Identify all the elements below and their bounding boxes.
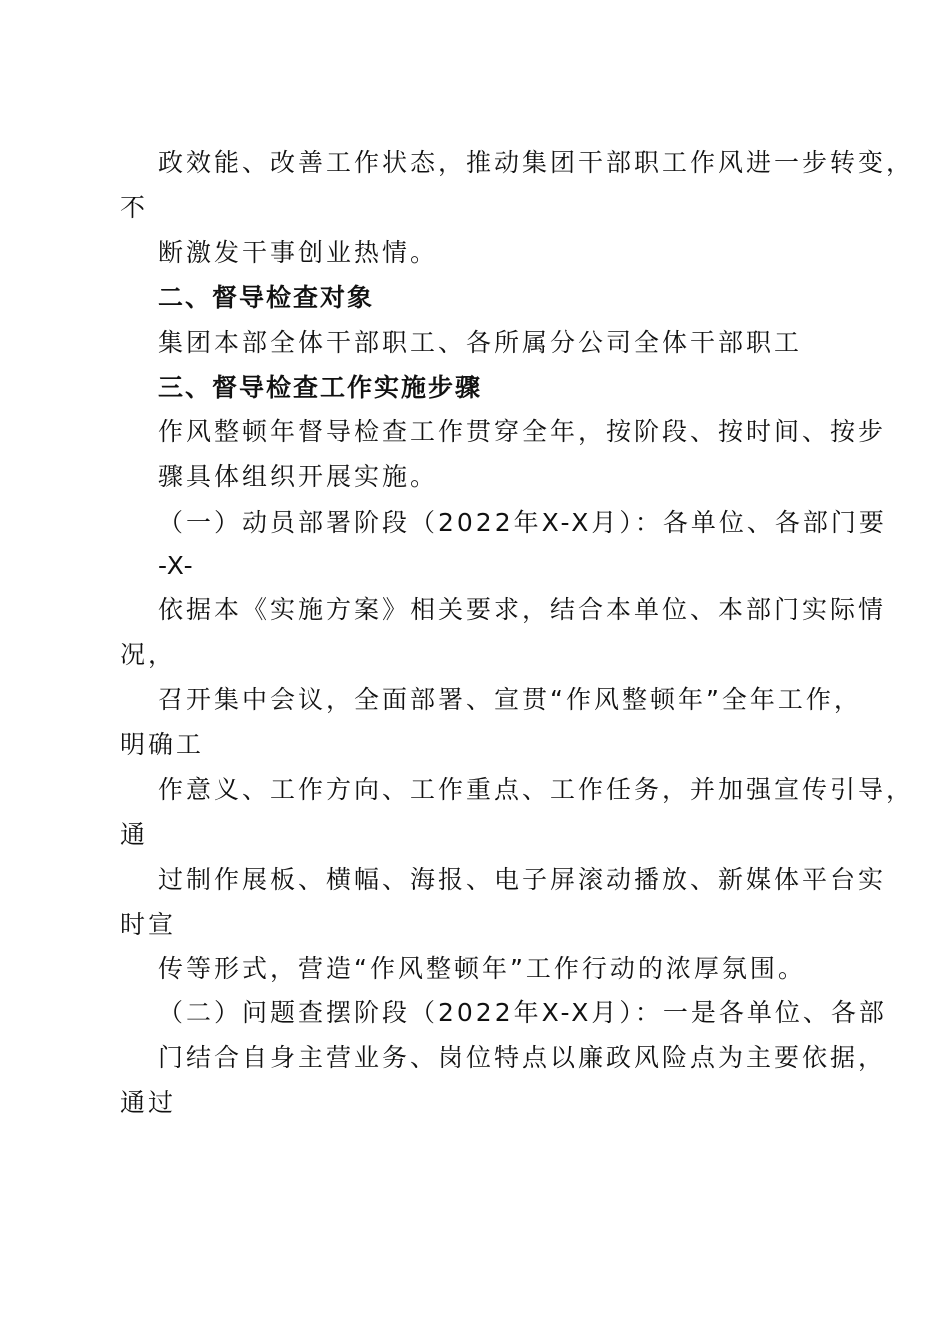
paragraph-line: 门结合自身主营业务、岗位特点以廉政风险点为主要依据， <box>158 1043 887 1072</box>
subsection-heading-2: （二）问题查摆阶段（2022年X-X月）：一是各单位、各部 <box>158 998 887 1027</box>
paragraph-line: 过制作展板、横幅、海报、电子屏滚动播放、新媒体平台实 <box>158 865 887 894</box>
paragraph-line: 断激发干事创业热情。 <box>158 238 439 267</box>
page-number: -X- <box>158 551 194 580</box>
paragraph-line: 骤具体组织开展实施。 <box>158 462 439 491</box>
subsection-heading-1: （一）动员部署阶段（2022年X-X月）：各单位、各部门要 <box>158 508 887 537</box>
paragraph-line: 传等形式，营造“作风整顿年”工作行动的浓厚氛围。 <box>158 954 806 983</box>
paragraph-line: 作风整顿年督导检查工作贯穿全年，按阶段、按时间、按步 <box>158 417 887 446</box>
paragraph-line: 政效能、改善工作状态，推动集团干部职工作风进一步转变， <box>158 148 915 177</box>
paragraph-line: 通过 <box>120 1088 177 1117</box>
paragraph-line: 明确工 <box>120 730 205 759</box>
paragraph-line: 召开集中会议，全面部署、宣贯“作风整顿年”全年工作， <box>158 685 862 714</box>
paragraph-line: 依据本《实施方案》相关要求，结合本单位、本部门实际情 <box>158 595 887 624</box>
paragraph-line: 集团本部全体干部职工、各所属分公司全体干部职工 <box>158 328 803 357</box>
paragraph-line: 时宣 <box>120 910 177 939</box>
paragraph-line: 作意义、工作方向、工作重点、工作任务，并加强宣传引导， <box>158 775 915 804</box>
paragraph-line: 不 <box>120 193 149 222</box>
paragraph-line: 况， <box>120 640 177 669</box>
paragraph-line: 通 <box>120 820 149 849</box>
section-heading-2: 二、督导检查对象 <box>158 283 375 312</box>
section-heading-3: 三、督导检查工作实施步骤 <box>158 373 483 402</box>
